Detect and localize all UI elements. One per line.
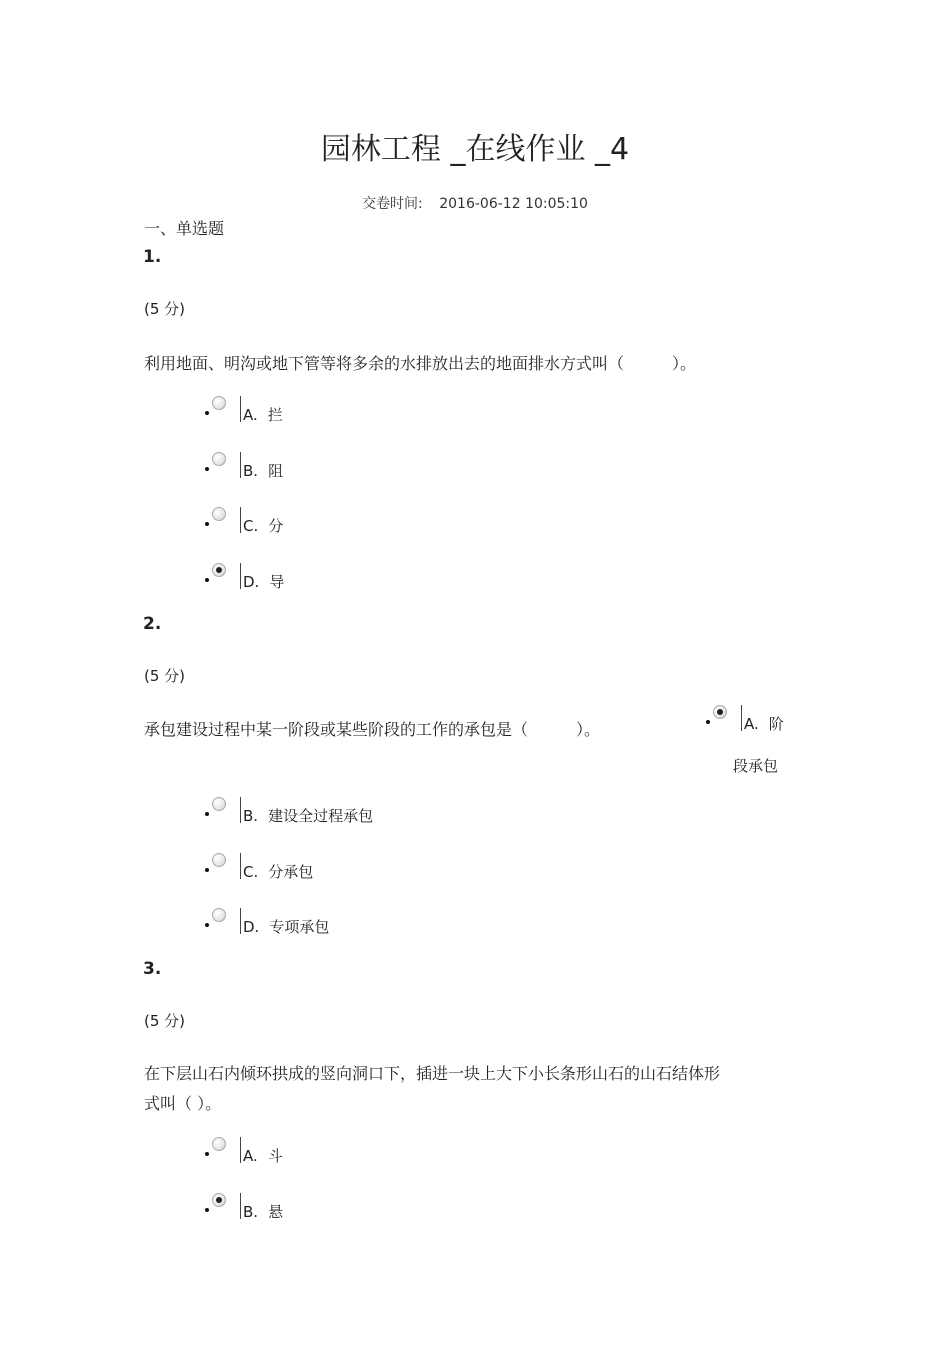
radio-button[interactable] bbox=[212, 853, 226, 867]
option-letter: B. bbox=[243, 807, 259, 825]
radio-button[interactable] bbox=[212, 396, 226, 410]
option-letter: B. bbox=[243, 1203, 259, 1221]
radio-button[interactable] bbox=[212, 797, 226, 811]
question-1-number: 1. bbox=[143, 247, 162, 267]
option-divider bbox=[240, 908, 241, 934]
question-3-text-line-1: 在下层山石内倾环拱成的竖向洞口下，插进一块上大下小长条形山石的山石结体形 bbox=[144, 1064, 721, 1083]
option-text: 斗 bbox=[267, 1147, 283, 1165]
option-letter: C. bbox=[243, 863, 259, 881]
option-letter: C. bbox=[243, 517, 259, 535]
bullet-dot bbox=[205, 923, 209, 927]
option-divider bbox=[240, 452, 241, 478]
bullet-dot bbox=[205, 812, 209, 816]
option-text: 导 bbox=[269, 573, 285, 591]
option-letter: A. bbox=[243, 1147, 258, 1165]
bullet-dot bbox=[205, 1152, 209, 1156]
option-text: 拦 bbox=[267, 406, 283, 424]
radio-button[interactable] bbox=[212, 452, 226, 466]
option-text: 专项承包 bbox=[269, 918, 330, 936]
question-3-number: 3. bbox=[143, 959, 162, 979]
bullet-dot bbox=[205, 467, 209, 471]
radio-button-checked[interactable] bbox=[212, 1193, 226, 1207]
option-divider bbox=[240, 853, 241, 879]
option-text: 悬 bbox=[268, 1203, 284, 1221]
bullet-dot bbox=[205, 1208, 209, 1212]
bullet-dot bbox=[205, 411, 209, 415]
option-text: 阶 bbox=[768, 715, 784, 733]
page-title: 园林工程 _在线作业 _4 bbox=[320, 132, 630, 167]
option-divider bbox=[240, 797, 241, 823]
radio-button[interactable] bbox=[212, 1137, 226, 1151]
option-letter: D. bbox=[243, 918, 260, 936]
option-text: 阻 bbox=[268, 462, 284, 480]
option-divider bbox=[240, 1193, 241, 1219]
bullet-dot bbox=[706, 720, 710, 724]
option-letter: A. bbox=[744, 715, 759, 733]
radio-button-checked[interactable] bbox=[713, 705, 727, 719]
question-3-score: (5 分) bbox=[144, 1012, 186, 1030]
option-text: 建设全过程承包 bbox=[268, 807, 374, 825]
question-1-score: (5 分) bbox=[144, 300, 186, 318]
question-2-text: 承包建设过程中某一阶段或某些阶段的工作的承包是（ ）。 bbox=[144, 720, 601, 739]
option-divider bbox=[741, 705, 742, 731]
radio-button[interactable] bbox=[212, 908, 226, 922]
bullet-dot bbox=[205, 578, 209, 582]
question-2-option-a-continuation: 段承包 bbox=[733, 757, 779, 775]
section-title: 一、单选题 bbox=[144, 219, 225, 238]
option-text: 分 bbox=[268, 517, 284, 535]
submit-time-row bbox=[0, 193, 950, 213]
submit-time-value: 2016-06-12 10:05:10 bbox=[439, 196, 588, 212]
option-text: 分承包 bbox=[268, 863, 314, 881]
submit-time-label: 交卷时间: bbox=[362, 196, 423, 212]
bullet-dot bbox=[205, 868, 209, 872]
option-letter: D. bbox=[243, 573, 260, 591]
option-divider bbox=[240, 507, 241, 533]
option-letter: A. bbox=[243, 406, 258, 424]
question-2-score: (5 分) bbox=[144, 667, 186, 685]
question-2-number: 2. bbox=[143, 614, 162, 634]
radio-button-checked[interactable] bbox=[212, 563, 226, 577]
option-letter: B. bbox=[243, 462, 259, 480]
question-3-text-line-2: 式叫（ ）。 bbox=[144, 1094, 222, 1113]
radio-button[interactable] bbox=[212, 507, 226, 521]
option-divider bbox=[240, 396, 241, 422]
option-divider bbox=[240, 1137, 241, 1163]
option-divider bbox=[240, 563, 241, 589]
question-1-text: 利用地面、明沟或地下管等将多余的水排放出去的地面排水方式叫（ ）。 bbox=[144, 354, 697, 373]
bullet-dot bbox=[205, 522, 209, 526]
